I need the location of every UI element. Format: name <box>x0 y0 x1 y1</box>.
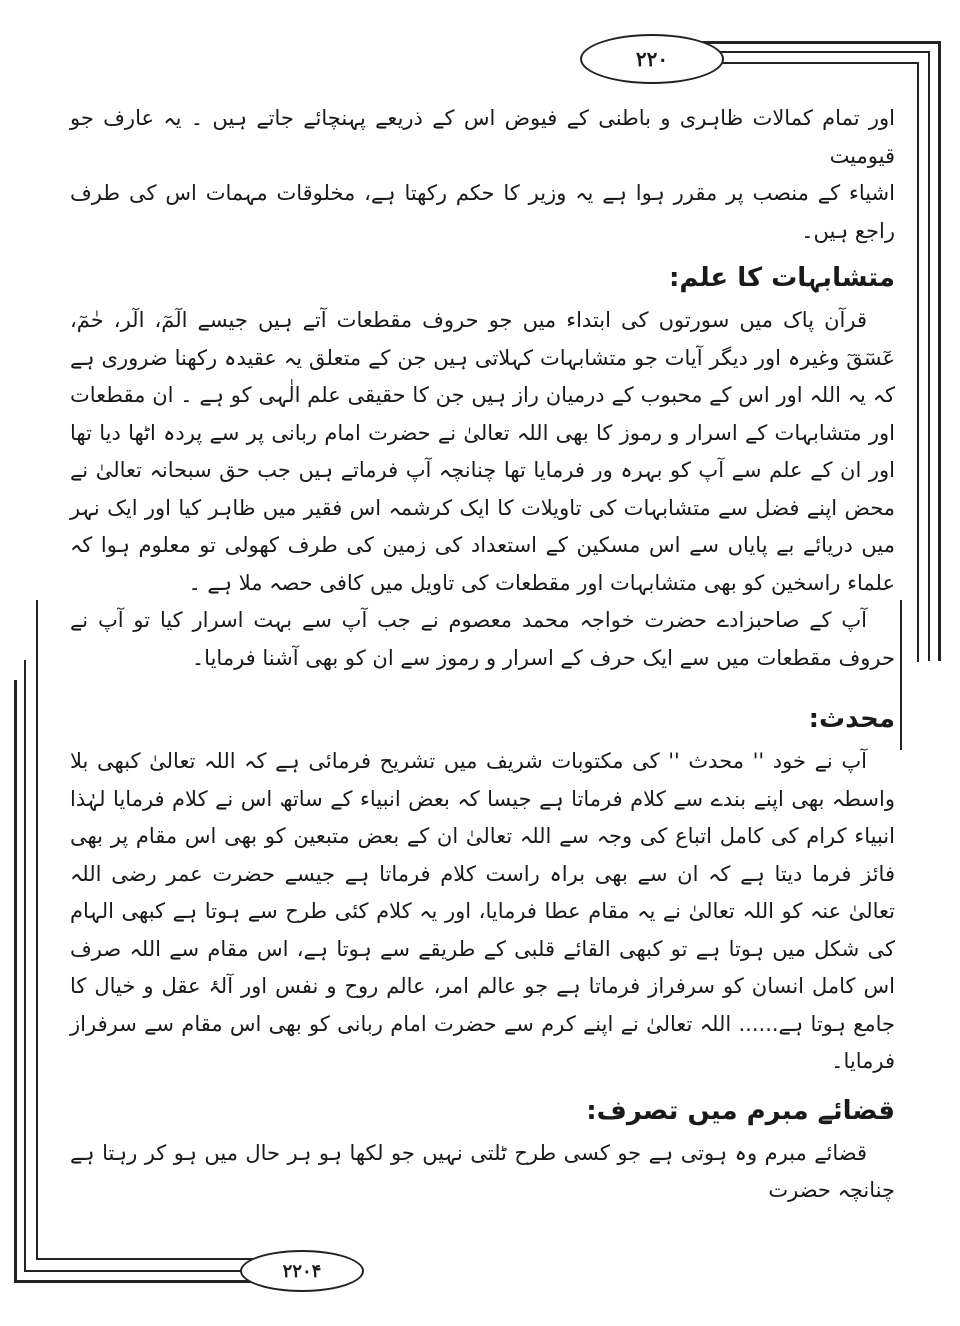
paragraph: آپ نے خود '' محدث '' کی مکتوبات شریف میں تشریح فرمائی ہے کہ اللہ تعالیٰ کبھی بلا واسطہ بھی اپنے بندے سے کلام فرماتا ہے جیسا کہ بعض انبیاء کے ساتھ اس نے کلام فرمایا لہٰذا انبیاء کرام کی کامل اتباع کی وجہ سے اللہ تعالیٰ ان کے بعض متبعین کو بھی اس مقام پر بھی فائز فرما دیتا ہے کہ ان سے بھی براہ راست کلام فرماتا ہے جیسے حضرت عمر رضی اللہ تعالیٰ عنہ کو اللہ تعالیٰ نے یہ مقام عطا فرمایا، اور یہ کلام کئی طرح سے ہوتا ہے کبھی الہام کی شکل میں ہوتا ہے تو کبھی القائے قلبی کے طریقے سے ہوتا ہے، اس مقام سے اللہ صرف اس کامل انسان کو سرفراز فرماتا ہے جو عالم امر، عالم روح و نفس اور آلۂ عقل و خیال کا جامع ہوتا ہے...... اللہ تعالیٰ نے اپنے کرم سے حضرت امام ربانی کو بھی اس مقام سے سرفراز فرمایا۔ <box>70 749 895 1073</box>
frame-line <box>14 680 17 1280</box>
section-heading: متشابہات کا علم: <box>669 263 895 293</box>
frame-line <box>36 1258 266 1260</box>
frame-line <box>24 660 26 1270</box>
paragraph: قضائے مبرم وہ ہوتی ہے جو کسی طرح ٹلتی نہیں جو لکھا ہو ہر حال میں ہو کر رہتا ہے چنانچہ حضرت <box>70 1140 895 1202</box>
paragraph: آپ کے صاحبزادے حضرت خواجہ محمد معصوم نے جب آپ سے بہت اسرار کیا تو آپ نے حروف مقطعات میں سے ایک حرف کے اسرار و رموز سے ان کو بھی آشنا فرمایا۔ <box>70 608 895 670</box>
page-number-top <box>580 34 724 84</box>
page-number-top-text: ۲۲۰ <box>635 47 669 71</box>
frame-line <box>24 1270 264 1272</box>
section-heading: محدث: <box>808 704 895 734</box>
intro-line: اشیاء کے منصب پر مقرر ہوا ہے یہ وزیر کا حکم رکھتا ہے، مخلوقات مہمات اس کی طرف راجع ہیں۔ <box>70 181 895 243</box>
page-body <box>70 100 895 1210</box>
page-number-bottom-text: ۲۲۰۴ <box>282 1260 322 1282</box>
frame-line <box>14 1280 264 1283</box>
paragraph: قرآن پاک میں سورتوں کی ابتداء میں جو حروف مقطعات آتے ہیں جیسے الٓمٓ، الٓر، حٰمٓ، عٓسٓقٓ وغیرہ اور دیگر آیات جو متشابہات کہلاتی ہیں جن کے متعلق یہ عقیدہ رکھنا ضروری ہے کہ یہ اللہ اور اس کے محبوب کے درمیان راز ہیں جن کا حقیقی علم الٰہی کو ہے ۔ ان مقطعات اور متشابہات کے اسرار و رموز کا بھی اللہ تعالیٰ نے حضرت امام ربانی پر سے پردہ اٹھا دیا تھا اور ان کے علم سے آپ کو بہرہ ور فرمایا تھا چنانچہ آپ فرماتے ہیں جب حق سبحانہ تعالیٰ نے محض اپنے فضل سے متشابہات کی تاویلات کا ایک کرشمہ اس فقیر میں ظاہر کیا اور ایک نہر میں دریائے بے پایاں سے اس مسکین کے استعداد کی زمین کی طرف کھولی تو معلوم ہوا کہ علماء راسخین کو بھی متشابہات اور مقطعات کی تاویل میں کافی حصہ ملا ہے ۔ <box>70 308 895 595</box>
frame-line <box>938 41 941 661</box>
frame-line <box>900 600 902 750</box>
frame-line <box>36 600 38 1260</box>
intro-line: اور تمام کمالات ظاہری و باطنی کے فیوض اس کے ذریعے پہنچائے جاتے ہیں ۔ یہ عارف جو قیومیت <box>70 106 895 168</box>
section-heading: قضائے مبرم میں تصرف: <box>586 1095 895 1126</box>
frame-line <box>928 51 930 661</box>
frame-line <box>917 62 919 662</box>
page-number-bottom <box>240 1250 364 1292</box>
